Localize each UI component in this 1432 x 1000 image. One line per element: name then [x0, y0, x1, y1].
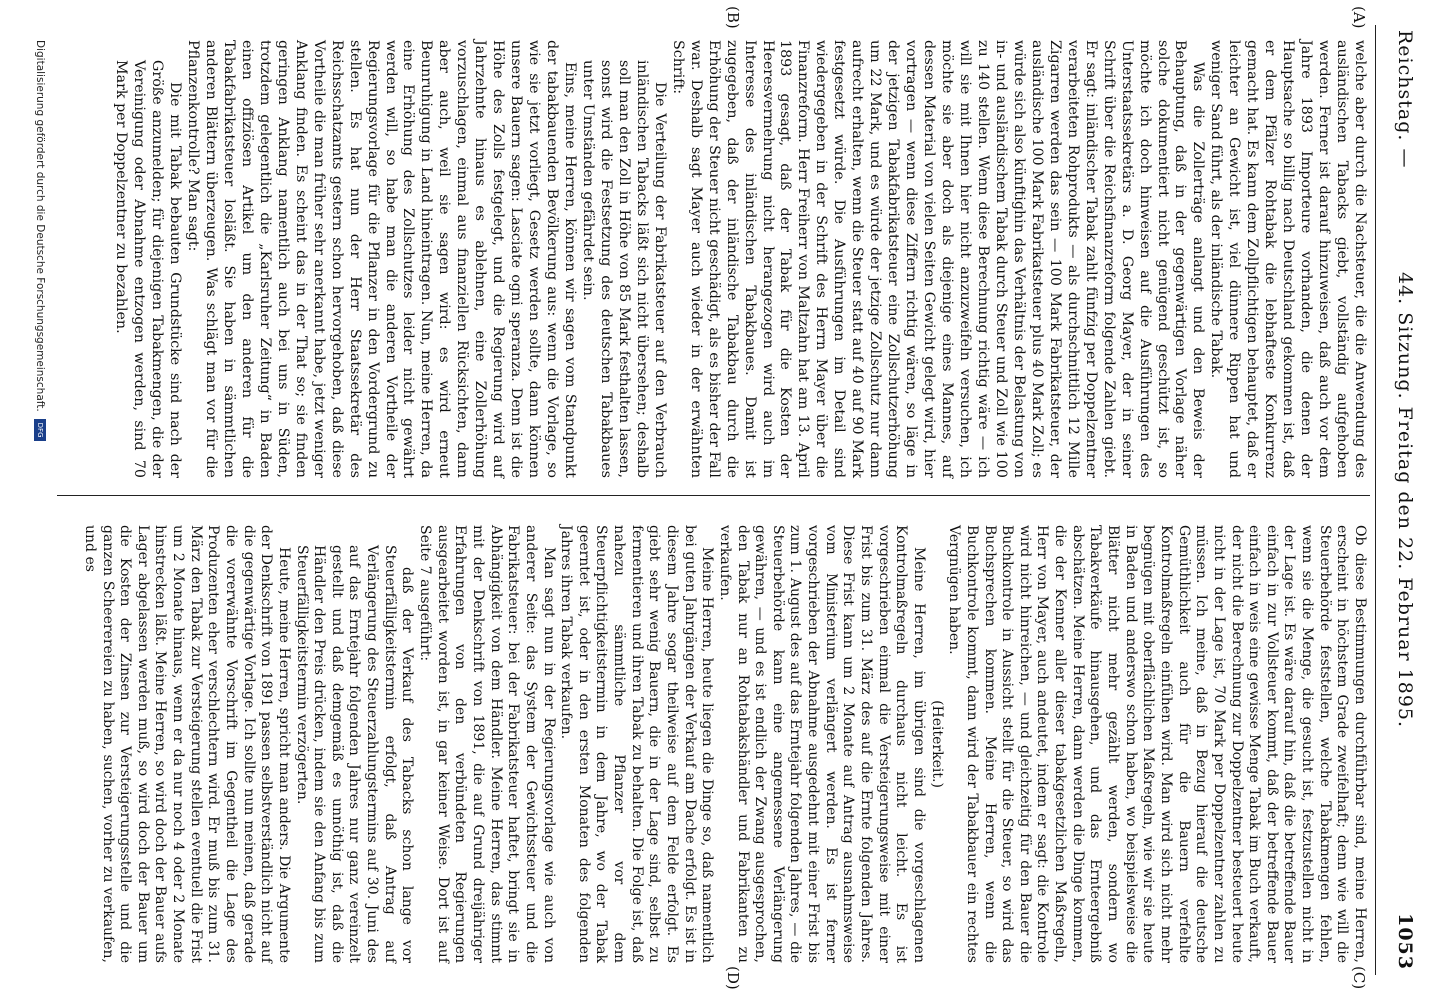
- paragraph: Eins, meine Herren, können wir sagen vom Standpunkt der tabakbauenden Bevölkerung aus: wenn die Vorlage, so wie sie jetzt vorliegt, Gesetz werden sollte, dann können unsere Bauern sagen: Lasciate ogni speranza. Denn ist die Höhe des Zolls festgelegt, und die Regierung wird auf Jahrzehnte hinaus es ablehnen, eine Zollerhöhung vorzuschlagen, einmal aus finanziellen Rücksichten, dann aber auch, weil sie sagen wird: es wird erneut Beunruhigung in Land hineintragen. Nun, meine Herren, da eine Erhöhung des Zollschutzes leider nicht gewährt werden will, so habe man die anderen Vortheile der Regierungsvorlage für die Pflanzer in den Vordergrund zu stellen. Es hat nun der Herr Staatssekretär des Reichsschatzamts gestern schon hervorgehoben, daß diese Vortheile die man früher sehr anerkannt habe, jetzt weniger Anklang finden. Es scheint das in der That so; sie finden geringen Anklang namentlich auch bei uns in Süden, trotzdem gelegentlich die „Karlsruher Zeitung“ in Baden einen offiziösen Artikel um den anderen für die Tabakfabrikatsteuer losläßt. Sie haben in sämmtlichen anderen Blättern überzeugen. Was schlägt man vor für die Pflanzenkontrolle? Man sagt:: [185, 40, 579, 478]
- document-page: [32, 0, 1432, 1000]
- column-right: [80, 525, 1368, 963]
- column-divider: [57, 495, 1370, 496]
- quote-paragraph: Die mit Tabak bebauten Grundstücke sind nach der Größe anzumelden; für diejenigen Tabakmengen, die der Vereinigung oder Abnahme entzogen werden, sind 70 Mark per Doppelzentner zu bezahlen.: [113, 60, 184, 478]
- dfg-logo-icon: DFG: [34, 419, 46, 441]
- paragraph: Meine Herren, heute liegen die Dinge so, daß namentlich bei guten Jahrgängen der Verkauf am Dache erfolgt. Es ist in diesem Jahre sogar theilweise auf dem Felde erfolgt. Es giebt sehr wenig Bauern, die in der Lage sind, selbst zu fermentieren und ihren Tabak zu behalten. Die Folge ist, daß nahezu sämmtliche Pflanzer vor dem Steuerpflichtigkeitstermin in dem Jahre, wo der Tabak geerntet ist, oder in den ersten Monaten des folgenden Jahres ihren Tabak verkaufen.: [558, 525, 716, 963]
- margin-letter-d: (D): [724, 966, 742, 990]
- column-left: [111, 40, 1368, 478]
- margin-letter-b: (B): [724, 6, 742, 29]
- margin-letter-a: (A): [1350, 6, 1368, 29]
- paragraph: Was die Zollerträge anlangt und den Beweis der Behauptung, daß in der gegenwärtigen Vorlage näher solche dokumentiert nicht genügend geschützt ist, so möchte ich doch hinweisen auf die Ausführungen des Unterstaatssekretärs a. D. Georg Mayer, der in seiner Schrift über die Reichsfinanzreform folgende Zahlen giebt. Er sagt: inländischer Tabak zahlt fünfzig per Doppelzentner verarbeiteten Rohprodukts — als durchschnittlich 12 Mille Zigarren werden das sein — 100 Mark Fabrikatsteuer, der ausländische 100 Mark Fabrikatsteuer plus 40 Mark Zoll; es würde sich also künftighin das Verhältnis der Belastung von in- und ausländischem Tabak durch Steuer und Zoll wie 100 zu 140 stellen. Wenn diese Berechnung richtig wäre — ich will sie mit Ihnen hier nicht anzuzweifeln versuchen, ich möchte sie aber doch als diejenige eines Mannes, auf dessen Material von vielen Seiten Gewicht gelegt wird, hier vortragen — wenn diese Ziffern richtig wären, so läge in der jetzigen Tabakfabrikatsteuer eine Zollschutzerhöhung um 22 Mark, und es würde der jetzige Zollschutz nur dann aufrecht erhalten, wenn die Steuer statt auf 40 auf 90 Mark festgesetzt würde. Die Ausführungen im Detail sind wiedergegeben in der Schrift des Herrn Mayer über die Finanzreform. Herr Freiherr von Maltzahn hat am 13. April 1893 gesagt, daß der Tabak für die Kosten der Heeresvermehrung nicht herangezogen wird auch im Interesse des inländischen Tabakbaues. Damit ist zugegeben, daß der inländische Tabakbau durch die Erhöhung der Steuer nicht geschädigt, als es bisher der Fall war. Deshalb sagt Mayer auch wieder in der erwähnten Schrift:: [669, 40, 1207, 478]
- paragraph: Heute, meine Herren, spricht man anders. Die Argumente der Denkschrift von 1891 passen selbstverständlich nicht auf die gegenwärtige Vorlage. Ich sollte nun meinen, daß gerade die vorerwähnte Vorschrift im Gegentheil die Lage des Produzenten eher verschlechtern wird. Er muß bis zum 31. März den Tabak zur Versteigerung stellen eventuell die Frist um 2 Monate hinaus, wenn er da nur noch 4 oder 2 Monate hinstrecken läßt. Meine Herren, so wird doch der Bauer aufs Lager abgelassen werden muß, so wird doch der Bauer um die Kosten der Zinsen zur Versteigerungsstelle und die ganzen Scheerereien zu haben, suchen, vorher zu verkaufen, und es: [81, 525, 292, 963]
- margin-letter-c: (C): [1350, 966, 1368, 990]
- credit-text: Digitalisierung gefördert durch die Deutsche Forschungsgemeinschaft.: [34, 40, 46, 412]
- page-header: [1388, 30, 1420, 970]
- header-center: 44. Sitzung. Freitag den 22. Februar 1895.: [1394, 271, 1416, 729]
- paragraph: Ob diese Bestimmungen durchführbar sind, meine Herren, erscheint in höchstem Grade zweifelhaft; denn wie will die Steuerbehörde feststellen, welche Tabakmengen fehlen, wenn sie die Menge, die gesucht ist, festzustellen nicht in der Lage ist. Es wäre darauf hin, daß die betreffende Bauer einfach in zur Vollsteuer kommt, daß der betreffende Bauer einfach in weis eine gewisse Menge Tabak im Buch verkauft, der nicht die Berechnung zur Doppelzentner besteuert heute nicht in der Lage ist, 70 Mark per Doppelzentner zahlen zu müssen. Ich meine, daß in Bezug hierauf die deutsche Gemüthlichkeit auch für die Bauern verfehlte Kontrolmaßregeln einfühen wird. Man wird sich nicht mehr begnügen mit oberflächlichen Maßregeln, wie wir sie heute in Baden und anderswo schon haben, wo beispielsweise die Blätter nicht mehr gezählt werden, sondern wo Tabakverkäufe hinausgehen, und das Ernteergebniß abschätzen. Meine Herren, dann werden die Dinge kommen, die der Kenner aller dieser tabakgesetzlichen Maßregeln, Herr von Mayer, auch andeutet, indem er sagt: die Kontrole wird nicht hinreichen, — und gleichzeitig für den Bauer die Buchkontrole in Aussicht stellt für die Steuer, so wird das Buchsprechen kommen. Meine Herren, wenn die Buchkontrole kommt, dann wird der Tabakbauer ein rechtes Vergnügen haben.: [946, 525, 1368, 963]
- quote-paragraph: Die Verteilung der Fabrikatsteuer auf den Verbrauch inländischen Tabacks läßt sich nicht übersehen; deshalb soll man den Zoll in Höhe von 85 Mark festhalten lassen, sonst wird die Festsetzung des deutschen Tabakbaues unter Umständen gefährdet sein.: [580, 60, 668, 478]
- interjection: (Heiterkeit.): [928, 700, 945, 788]
- header-left: Reichstag. —: [1394, 30, 1416, 169]
- quote-paragraph: daß der Verkauf des Tabacks schon lange vor Steuerfälligkeitstermin erfolgt, daß Antrag auf Verlängerung des Steuerzahlungstermins auf 30. Juni des auf das Erntejahr folgenden Jahres nur ganz vereinzelt gestellt und daß demgemäß es unnöthig ist, daß die Händler den Preis drücken, indem sie den Anfang bis zum Steuerfälligkeitstermin verzögerten.: [293, 545, 416, 963]
- paragraph: welche aber durch die Nachsteuer, die die Anwendung des ausländischen Tabacks giebt, vollständig aufgehoben werden. Ferner ist darauf hinzuweisen, daß auch vor dem Jahre 1893 Importeure vorhanden, die denen der Hauptsache so billig nach Deutschland gekommen ist, daß er dem Pfälzer Rohtabak die lebhafteste Konkurrenz gemacht hat. Es kann dem Zollpflichtigen behauptet, daß er leichter an Gewicht ist, viel dünnere Rippen hat und weniger Sand führt, als der inländische Tabak.: [1208, 40, 1368, 478]
- digitization-credit: [34, 40, 46, 441]
- page-number: 1053: [1394, 913, 1416, 970]
- paragraph: Meine Herren, im übrigen sind die vorgeschlagenen Kontrolmaßregeln durchaus nicht leicht. Es ist vorgeschrieben einmal die Versteigerungsweise mit einer Frist bis zum 31. März des auf die Ernte folgenden Jahres. Diese Frist kann um 2 Monate auf Antrag ausnahmsweise vom Ministerium verlängert werden. Es ist ferner vorgeschrieben der Abnahme ausgedehnt mit einer Frist bis zum 1. August des auf das Erntejahr folgenden Jahres, — die Steuerbehörde kann eine angemessene Verlängerung gewähren, — und es ist endlich der Zwang ausgesprochen, den Tabak nur an Rohtabakshändler und Fabrikanten zu verkaufen.: [716, 525, 927, 963]
- header-rule: [1375, 25, 1376, 975]
- paragraph: Man sagt nun in der Regierungsvorlage wie auch von anderer Seite: das System der Gewichtssteuer und die Fabrikatsteuer: bei der Fabrikatsteuer haftet, bringt sie in Abhängigkeit von dem Händler. Meine Herren, das stimmt mit der Denkschrift von 1891, die auf Grund dreijähriger Erfahrungen von den verbündeten Regierungen ausgearbeitet worden ist, in gar keiner Weise. Dort ist auf Seite 7 ausgeführt:: [417, 525, 557, 963]
